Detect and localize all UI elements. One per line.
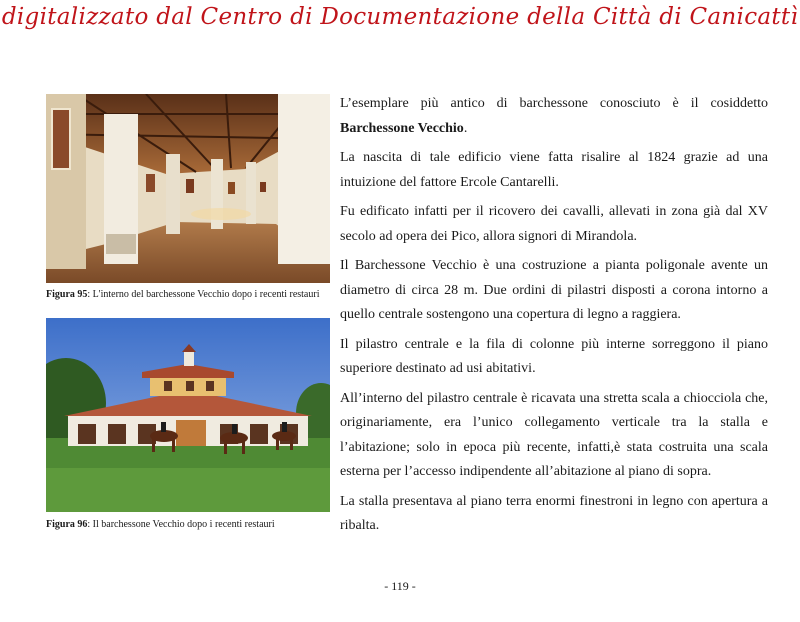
digitization-banner: digitalizzato dal Centro di Documentazione della Città di Canicattì: [1, 4, 799, 30]
paragraph: Il Barchessone Vecchio è una costruzione a pianta poligonale avente un diametro di circa 28 m. Due ordini di pilastri disposti a corona intorno a quello centrale sostengono una copertura di legno a raggiera.: [340, 258, 768, 322]
paragraph: Il pilastro centrale e la fila di colonne più interne sorreggono il piano superiore destinato ad usi abitativi.: [340, 336, 768, 376]
paragraph: [340, 92, 768, 141]
interior-photo: [46, 94, 330, 283]
figure-95-text: : L'interno del barchessone Vecchio dopo i recenti restauri: [87, 289, 320, 300]
paragraph: La nascita di tale edificio viene fatta risalire al 1824 grazie ad una intuizione del fattore Ercole Cantarelli.: [340, 150, 768, 190]
body-text: [340, 92, 768, 544]
figure-95-caption: [46, 289, 336, 301]
paragraph: Fu edificato infatti per il ricovero dei cavalli, allevati in zona già dal XV secolo ad opera dei Pico, allora signori di Mirandola.: [340, 204, 768, 244]
paragraph: La stalla presentava al piano terra enormi finestroni in legno con apertura a ribalta.: [340, 493, 768, 533]
figure-96-text: : Il barchessone Vecchio dopo i recenti restauri: [87, 519, 275, 530]
paragraph-tail: .: [463, 120, 468, 136]
paragraph-text: L’esemplare più antico di barchessone conosciuto è il cosiddetto: [340, 96, 768, 111]
figure-96-caption: [46, 519, 336, 531]
bold-term: Barchessone Vecchio: [340, 120, 464, 136]
figure-96-label: Figura 96: [46, 519, 88, 530]
page-number: - 119 -: [384, 579, 416, 593]
figure-95-label: Figura 95: [46, 289, 88, 300]
exterior-photo: [46, 318, 330, 512]
paragraph: All’interno del pilastro centrale è ricavata una stretta scala a chiocciola che, originariamente, era l’unico collegamento verticale tra la stalla e l’abitazione; solo in epoca più recente, infatti,è stata costruita una scala esterna per l’accesso indipendente all’abitazione al piano di sopra.: [340, 390, 768, 479]
